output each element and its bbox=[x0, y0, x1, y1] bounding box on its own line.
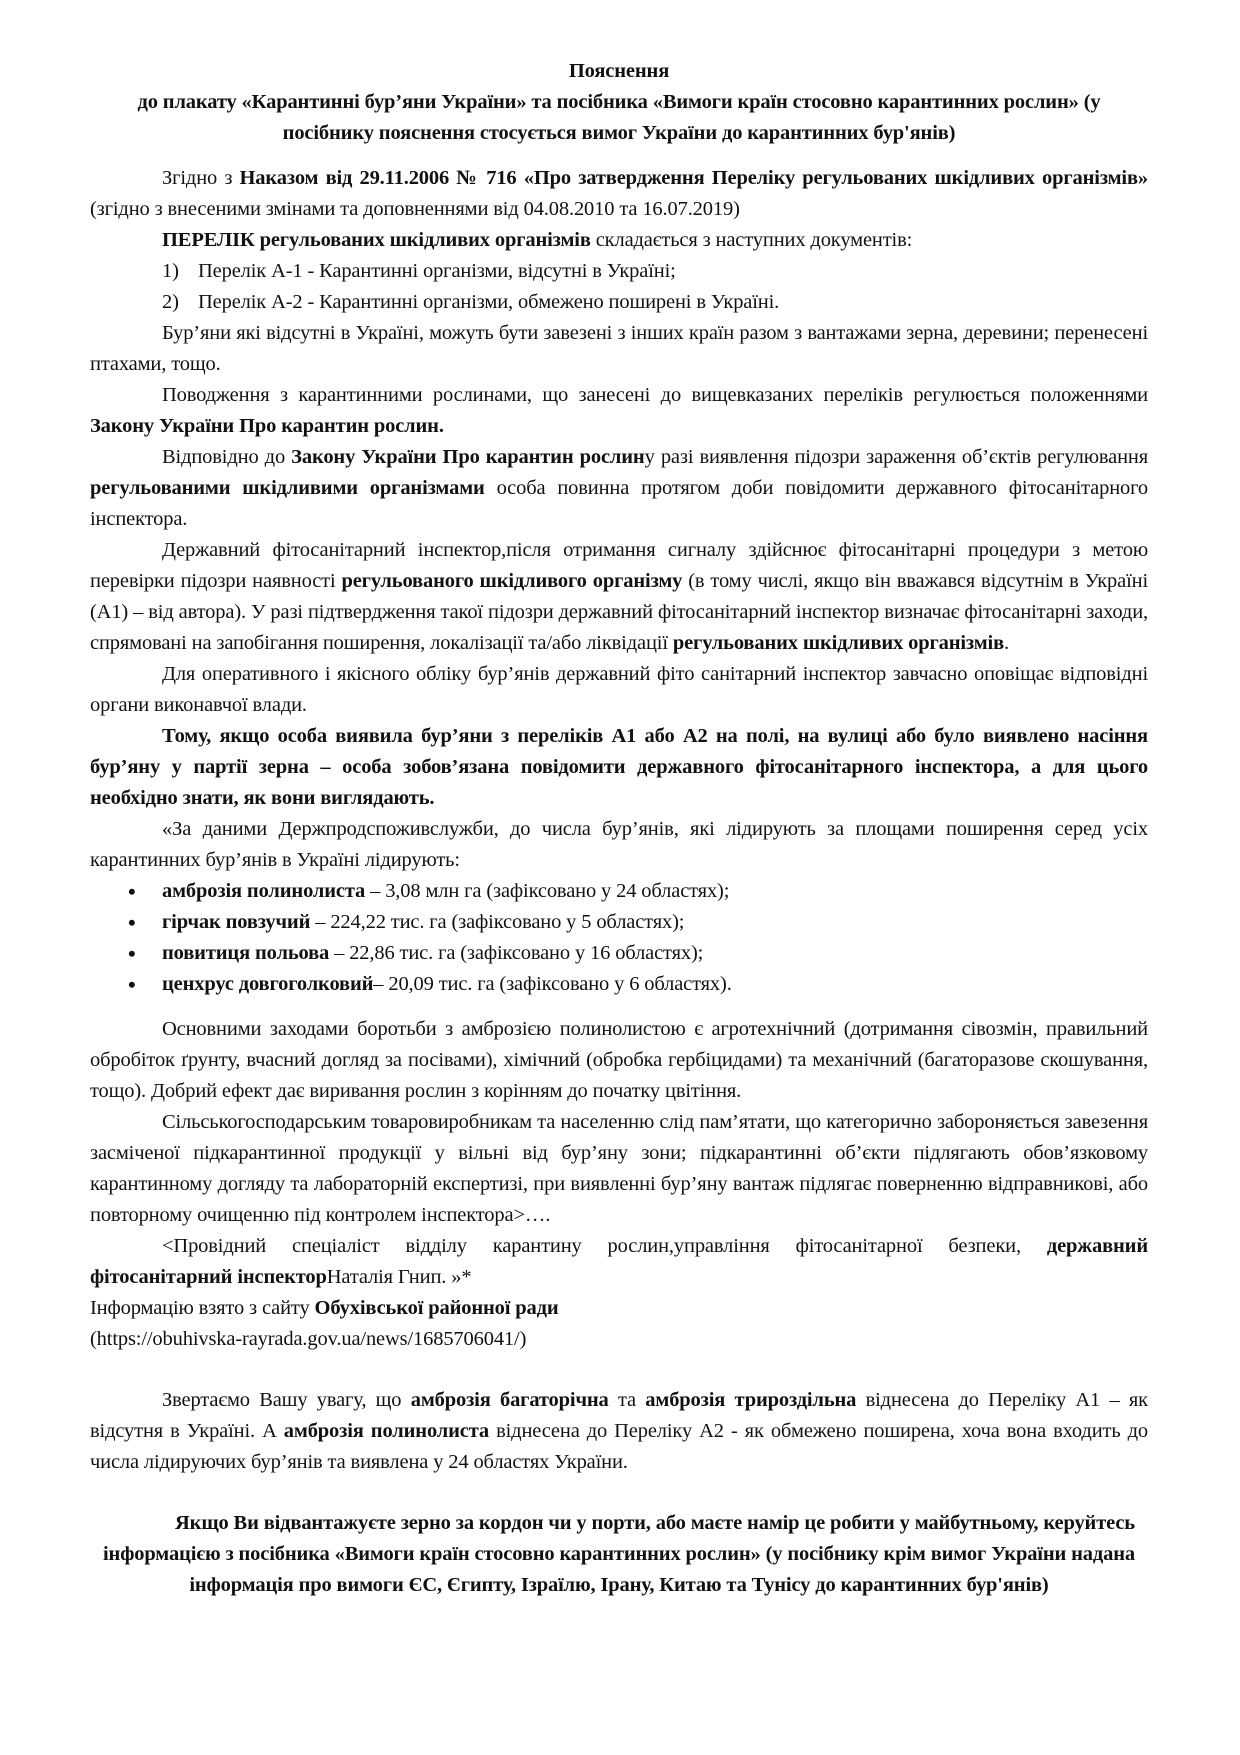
text: у разі виявлення підозри зараження об’єктів регулювання bbox=[644, 446, 1148, 468]
source-link[interactable]: (https://obuhivska-rayrada.gov.ua/news/1685706041/) bbox=[90, 1328, 527, 1350]
spacer bbox=[90, 1478, 1148, 1508]
list-item bbox=[90, 256, 1148, 287]
text: Звертаємо Вашу увагу, що bbox=[162, 1389, 411, 1411]
text: Поводження з карантинними рослинами, що занесені до вищевказаних переліків регулюється положеннями bbox=[162, 384, 1148, 406]
bold-text: Тому, якщо особа виявила бур’яни з переліків А1 або А2 на полі, на вулиці або було виявлено насіння бур’яну у партії зерна – особа зобов’язана повідомити державного фітосанітарного інспектора, а для цього необхідно знати, як вони виглядають. bbox=[90, 725, 1148, 809]
paragraph: Для оперативного і якісного обліку бур’янів державний фіто санітарний інспектор завчасно оповіщає відповідні органи виконавчої влади. bbox=[90, 663, 1148, 716]
bold-term: амброзія трироздільна bbox=[645, 1389, 857, 1411]
list-text: Перелік А-2 - Карантинні організми, обмежено поширені в Україні. bbox=[198, 291, 780, 313]
document-page bbox=[90, 56, 1148, 1601]
paragraph: Основними заходами боротьби з амброзією полинолистою є агротехнічний (дотримання сівозмін, правильний обробіток ґрунту, вчасний догляд за посівами), хімічний (обробка гербіцидами) та механічний (багаторазове скошування, тощо). Добрий ефект дає виривання рослин з корінням до початку цвітіння. bbox=[90, 1018, 1148, 1102]
weed-name: повитиця польова bbox=[162, 942, 330, 964]
bold-term: регульованими шкідливими організмами bbox=[90, 477, 485, 499]
paragraph bbox=[90, 442, 1148, 535]
author-name: Наталія Гнип. »* bbox=[326, 1266, 472, 1288]
bold-term: регульованого шкідливого організму bbox=[341, 570, 683, 592]
list-title: ПЕРЕЛІК регульованих шкідливих організмів bbox=[162, 229, 591, 251]
law-reference: Закону України Про карантин рослин bbox=[291, 446, 645, 468]
text: <Провідний спеціаліст відділу карантину рослин,управління фітосанітарної безпеки, bbox=[162, 1235, 1047, 1257]
weed-detail: – 3,08 млн га (зафіксовано у 24 областях); bbox=[365, 880, 730, 902]
list-item bbox=[128, 876, 1148, 907]
text: . bbox=[1004, 632, 1009, 654]
weed-detail: – 224,22 тис. га (зафіксовано у 5 областях); bbox=[310, 911, 685, 933]
text: (в тому числі, якщо він вважався відсутнім в Україні (А1) – від автора). У разі підтвердження такої підозри державний фітосанітарний інспектор визначає фітосанітарні заходи, спрямовані на запобігання поширення, локалізації та/або ліквідації bbox=[90, 570, 1148, 654]
paragraph-order bbox=[90, 163, 1148, 225]
paragraph bbox=[90, 535, 1148, 659]
bold-term: амброзія полинолиста bbox=[283, 1420, 490, 1442]
text: (згідно з внесеними змінами та доповненнями від 04.08.2010 та 16.07.2019) bbox=[90, 198, 740, 220]
bold-term: державний фітосанітарний інспектор bbox=[90, 1235, 1148, 1288]
list-number: 1) bbox=[162, 260, 179, 282]
text: Згідно з bbox=[162, 167, 240, 189]
paragraph: Сільськогосподарським товаровиробникам та населенню слід пам’ятати, що категорично забороняється завезення засміченої підкарантинної продукції у вільні від бур’яну зони; підкарантинні об’єкти підлягають обов’язковому карантинному догляду та лабораторній експертизі, при виявленні бур’яну вантаж підлягає поверненню відправникові, або повторному очищенню під контролем інспектора>…. bbox=[90, 1111, 1148, 1226]
weed-detail: – 22,86 тис. га (зафіксовано у 16 областях); bbox=[329, 942, 704, 964]
weed-detail: – 20,09 тис. га (зафіксовано у 6 областях). bbox=[373, 973, 732, 995]
bold-term: регульованих шкідливих організмів bbox=[672, 632, 1004, 654]
footer-note bbox=[90, 1508, 1148, 1601]
bold-term: амброзія багаторічна bbox=[410, 1389, 609, 1411]
text: особа повинна протягом доби повідомити державного фітосанітарного інспектора. bbox=[90, 477, 1148, 530]
source-name: Обухівської районної ради bbox=[314, 1297, 559, 1319]
spacer bbox=[90, 1355, 1148, 1385]
text: складається з наступних документів: bbox=[590, 229, 913, 251]
page-title: Пояснення bbox=[568, 60, 670, 82]
weeds-list bbox=[90, 876, 1148, 1000]
order-reference: Наказом від 29.11.2006 № 716 «Про затвердження Переліку регульованих шкідливих організмів» bbox=[239, 167, 1148, 189]
text: віднесена до Переліку А2 - як обмежено поширена, хоча вона входить до числа лідируючих бур’янів та виявлена у 24 областях України. bbox=[90, 1420, 1148, 1473]
list-item bbox=[128, 938, 1148, 969]
weed-name: гірчак повзучий bbox=[162, 911, 311, 933]
list-item bbox=[90, 287, 1148, 318]
page-subtitle: до плакату «Карантинні бур’яни України» та посібника «Вимоги країн стосовно карантинних рослин» (у посібнику пояснення стосується вимог України до карантинних бур'янів) bbox=[137, 91, 1101, 144]
spacer bbox=[90, 1000, 1148, 1014]
weed-name: ценхрус довгоголковий bbox=[162, 973, 374, 995]
paragraph-emphasis bbox=[90, 721, 1148, 814]
text: віднесена до Переліку А1 – як відсутня в Україні. А bbox=[90, 1389, 1148, 1442]
paragraph: «За даними Держпродспоживслужби, до числа бур’янів, які лідирують за площами поширення серед усіх карантинних бур’янів в Україні лідирують: bbox=[90, 818, 1148, 871]
text: Державний фітосанітарний інспектор,після отримання сигналу здійснює фітосанітарні процедури з метою перевірки підозри наявності bbox=[90, 539, 1148, 592]
list-item bbox=[128, 907, 1148, 938]
text: Відповідно до bbox=[162, 446, 292, 468]
list-number: 2) bbox=[162, 291, 179, 313]
weed-name: амброзія полинолиста bbox=[162, 880, 366, 902]
list-text: Перелік А-1 - Карантинні організми, відсутні в Україні; bbox=[198, 260, 676, 282]
text: та bbox=[608, 1389, 646, 1411]
paragraph-list-intro bbox=[90, 225, 1148, 256]
paragraph-source bbox=[90, 1293, 610, 1355]
paragraph-signature bbox=[90, 1231, 1148, 1293]
paragraph bbox=[90, 380, 1148, 442]
law-reference: Закону України Про карантин рослин. bbox=[90, 415, 444, 437]
paragraph: Бур’яни які відсутні в Україні, можуть бути завезені з інших країн разом з вантажами зерна, деревини; перенесені птахами, тощо. bbox=[90, 322, 1148, 375]
text: Інформацію взято з сайту bbox=[90, 1297, 315, 1319]
paragraph bbox=[90, 1385, 1148, 1478]
footer-text: Якщо Ви відвантажуєте зерно за кордон чи у порти, або маєте намір це робити у майбутньому, керуйтесь інформацією з посібника «Вимоги країн стосовно карантинних рослин» (у посібнику крім вимог України надана інформація про вимоги ЄС, Єгипту, Ізраїлю, Ірану, Китаю та Тунісу до карантинних бур'янів) bbox=[103, 1512, 1135, 1596]
list-item bbox=[128, 969, 1148, 1000]
